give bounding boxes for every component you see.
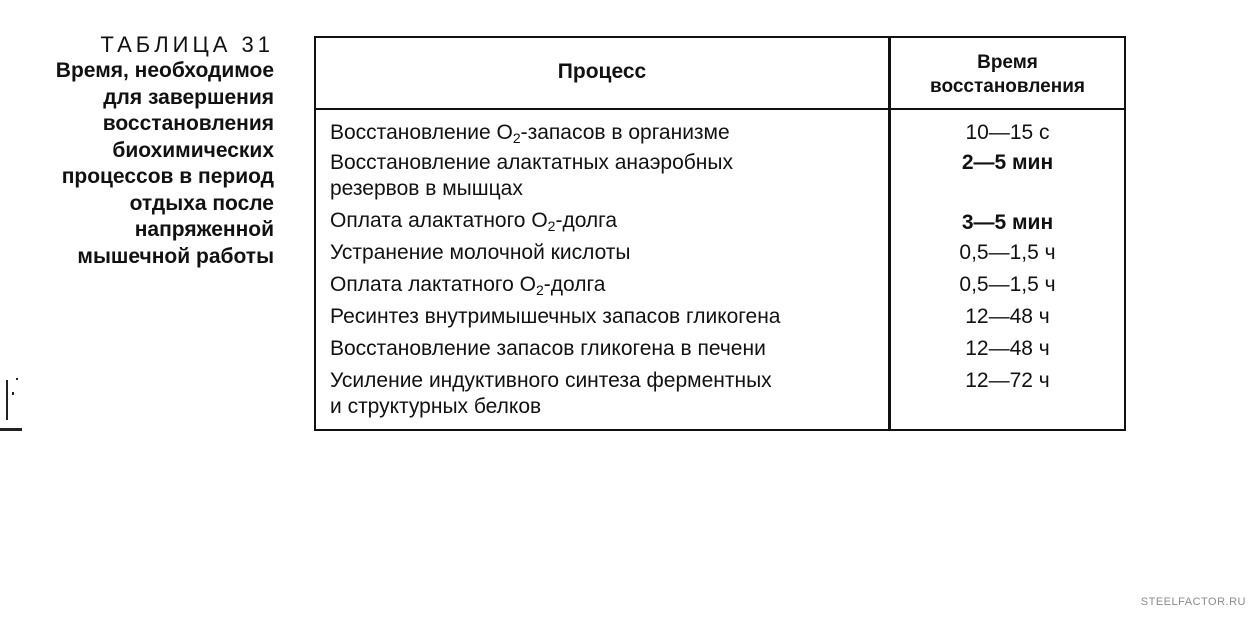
header-process: Процесс [557,60,647,83]
process-cell [330,120,886,151]
scan-artifact [12,392,14,395]
recovery-time-cell: 0,5—1,5 ч [959,273,1056,296]
table-title-line: отдыха после [129,191,274,215]
watermark: STEELFACTOR.RU [1140,596,1246,608]
recovery-time-cell: 12—72 ч [965,369,1050,392]
recovery-time-cell: 2—5 мин [961,151,1054,174]
table-title-line: напряженной [134,218,274,241]
recovery-time-table [314,36,1126,431]
process-text: и структурных белков [330,395,542,418]
recovery-time-cell: 0,5—1,5 ч [959,241,1056,264]
process-text: Восстановление алактатных анаэробных [330,151,733,174]
header-recovery-time-line1: Время [977,52,1038,73]
process-text: Ресинтез внутримышечных запасов гликогена [330,305,781,328]
scan-artifact [6,380,8,420]
process-text: Оплата алактатного $O_2$-долга [330,209,618,234]
process-text: Усиление индуктивного синтеза ферментных [330,369,772,392]
header-recovery-time-line2: восстановления [930,76,1085,97]
table-title-line: процессов в период [61,165,274,188]
process-cell [330,150,886,202]
process-text: Восстановление запасов гликогена в печени [330,337,766,360]
scan-artifact [16,378,18,380]
table-title-line: восстановления [102,112,274,135]
table-header-row [316,38,1124,110]
table-number: ТАБЛИЦА 31 [100,32,274,57]
process-cell [330,240,886,266]
process-text: Оплата лактатного $O_2$-долга [330,273,606,298]
table-title-line: Время, необходимое [55,59,274,82]
process-cell [330,368,886,420]
process-cell [330,272,886,303]
process-text: Устранение молочной кислоты [330,241,631,264]
recovery-time-cell: 10—15 с [965,121,1050,144]
process-text: Восстановление $O_2$-запасов в организме [330,121,730,146]
process-cell [330,304,886,330]
recovery-time-cell: 12—48 ч [965,305,1050,328]
table-title [0,58,274,270]
table-title-line: мышечной работы [77,244,274,268]
recovery-time-cell: 3—5 мин [961,211,1054,234]
table-title-line: для завершения [103,85,274,109]
process-cell [330,336,886,362]
scan-artifact [0,428,22,431]
header-recovery-time [891,51,1124,99]
process-cell [330,208,886,239]
table-caption [0,32,274,270]
process-text: резервов в мышцах [330,177,523,200]
table-title-line: биохимических [112,138,274,162]
recovery-time-cell: 12—48 ч [965,337,1050,360]
